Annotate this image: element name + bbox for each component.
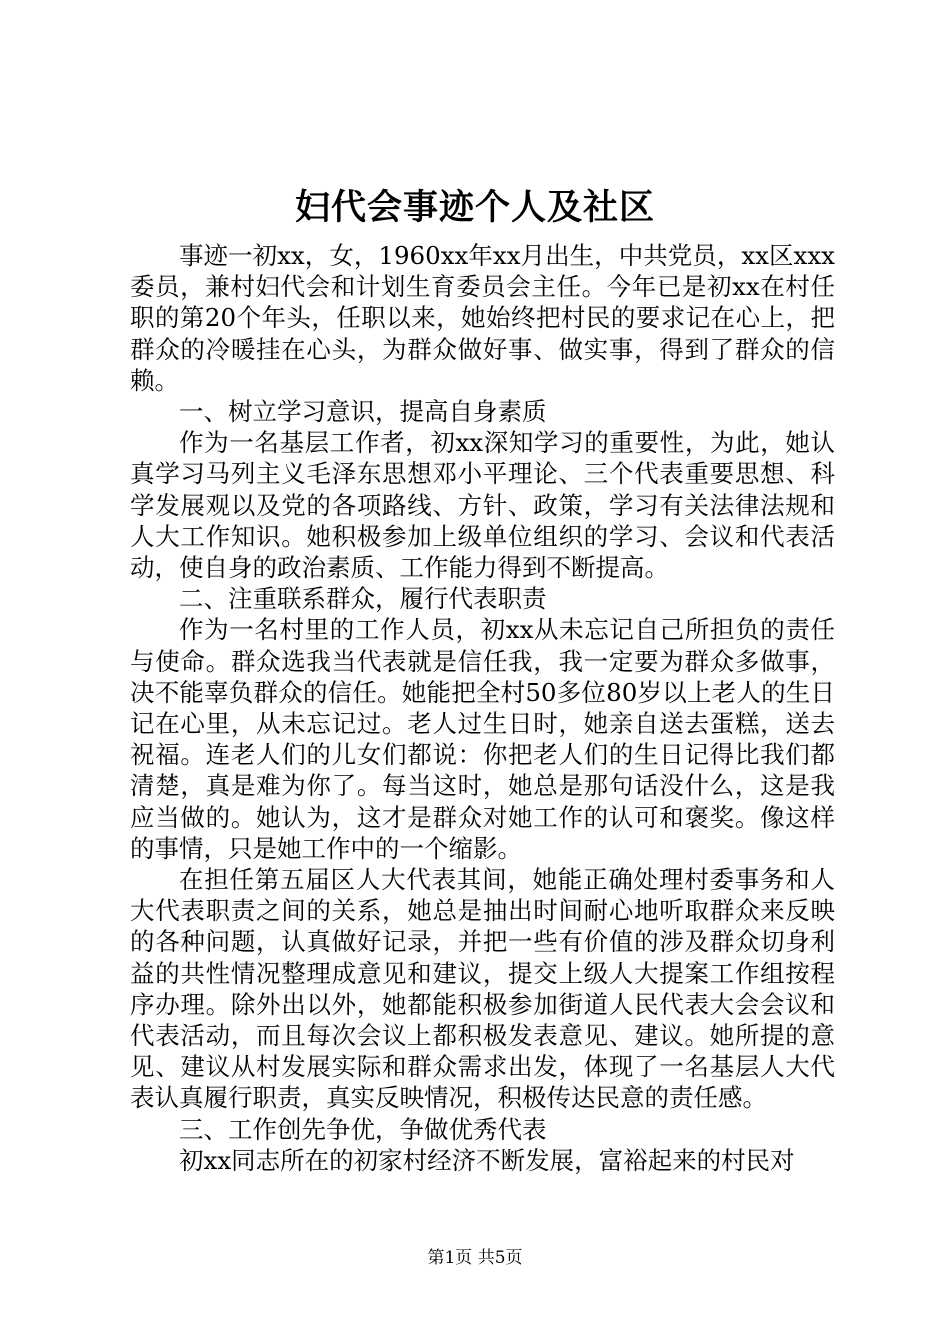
document-body <box>130 240 835 1176</box>
intro-paragraph: 事迹一初xx，女，1960xx年xx月出生，中共党员，xx区xxx委员，兼村妇代会和计划生育委员会主任。今年已是初xx在村任职的第20个年头，任职以来，她始终把村民的要求记在心上，把群众的冷暖挂在心头，为群众做好事、做实事，得到了群众的信赖。 <box>130 241 835 395</box>
page-footer: 第1页 共5页 <box>427 1248 523 1268</box>
section-2-paragraph-1: 作为一名村里的工作人员，初xx从未忘记自己所担负的责任与使命。群众选我当代表就是信任我，我一定要为群众多做事，决不能辜负群众的信任。她能把全村50多位80岁以上老人的生日记在心里，从未忘记过。老人过生日时，她亲自送去蛋糕，送去祝福。连老人们的儿女们都说：你把老人们的生日记得比我们都清楚，真是难为你了。每当这时，她总是那句话没什么，这是我应当做的。她认为，这才是群众对她工作的认可和褒奖。像这样的事情，只是她工作中的一个缩影。 <box>130 615 835 863</box>
section-2-paragraph-2: 在担任第五届区人大代表其间，她能正确处理村委事务和人大代表职责之间的关系，她总是抽出时间耐心地听取群众来反映的各种问题，认真做好记录，并把一些有价值的涉及群众切身利益的共性情况整理成意见和建议，提交上级人大提案工作组按程序办理。除外出以外，她都能积极参加街道人民代表大会会议和代表活动，而且每次会议上都积极发表意见、建议。她所提的意见、建议从村发展实际和群众需求出发，体现了一名基层人大代表认真履行职责，真实反映情况，积极传达民意的责任感。 <box>130 865 835 1113</box>
section-heading-3: 三、工作创先争优，争做优秀代表 <box>179 1114 547 1144</box>
section-3-paragraph: 初xx同志所在的初家村经济不断发展，富裕起来的村民对 <box>179 1145 795 1175</box>
section-heading-1: 一、树立学习意识，提高自身素质 <box>179 397 547 427</box>
document-title: 妇代会事迹个人及社区 <box>294 187 655 228</box>
section-1-paragraph: 作为一名基层工作者，初xx深知学习的重要性，为此，她认真学习马列主义毛泽东思想邓小平理论、三个代表重要思想、科学发展观以及党的各项路线、方针、政策，学习有关法律法规和人大工作知识。她积极参加上级单位组织的学习、会议和代表活动，使自身的政治素质、工作能力得到不断提高。 <box>130 428 835 583</box>
section-heading-2: 二、注重联系群众，履行代表职责 <box>179 584 547 614</box>
